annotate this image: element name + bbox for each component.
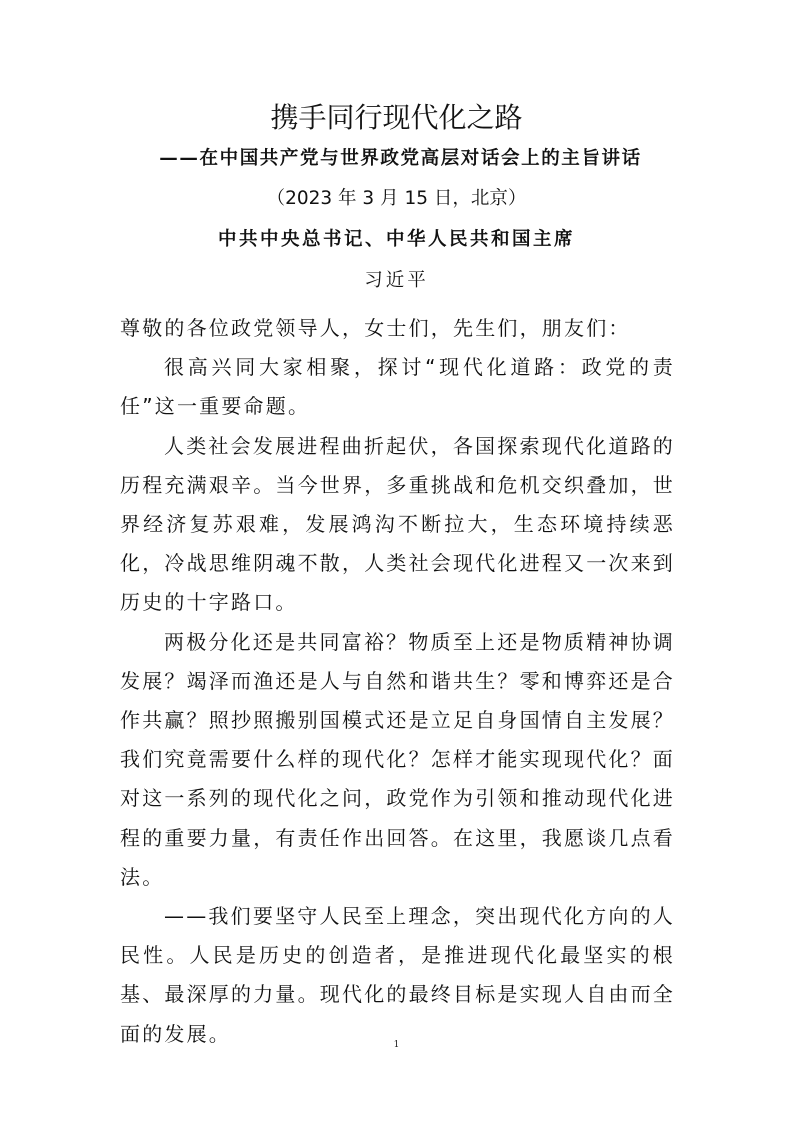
speech-body [120, 309, 675, 1054]
speaker-name: 习近平 [364, 270, 429, 291]
body-paragraph: ——我们要坚守人民至上理念，突出现代化方向的人民性。人民是历史的创造者，是推进现代化最坚实的根基、最深厚的力量。现代化的最终目标是实现人自由而全面的发展。 [120, 904, 675, 1046]
speaker-position: 中共中央总书记、中华人民共和国主席 [217, 229, 575, 250]
date-location: （2023 年 3 月 15 日，北京） [266, 188, 527, 209]
body-paragraph: 人类社会发展进程曲折起伏，各国探索现代化道路的历程充满艰辛。当今世界，多重挑战和危机交织叠加，世界经济复苏艰难，发展鸿沟不断拉大，生态环境持续恶化，冷战思维阴魂不散，人类社会现代化进程又一次来到历史的十字路口。 [120, 433, 675, 615]
document-subtitle: ——在中国共产党与世界政党高层对话会上的主旨讲话 [159, 148, 642, 169]
page-number: 1 [393, 1040, 400, 1050]
salutation-paragraph: 尊敬的各位政党领导人，女士们，先生们，朋友们： [120, 316, 631, 340]
body-paragraph: 两极分化还是共同富裕？物质至上还是物质精神协调发展？竭泽而渔还是人与自然和谐共生？零和博弈还是合作共赢？照抄照搬别国模式还是立足自身国情自主发展？我们究竟需要什么样的现代化？怎样才能实现现代化？面对这一系列的现代化之问，政党作为引领和推动现代化进程的重要力量，有责任作出回答。在这里，我愿谈几点看法。 [120, 629, 675, 889]
document-title: 携手同行现代化之路 [270, 101, 523, 134]
body-paragraph: 很高兴同大家相聚，探讨“现代化道路：政党的责任”这一重要命题。 [120, 355, 675, 419]
